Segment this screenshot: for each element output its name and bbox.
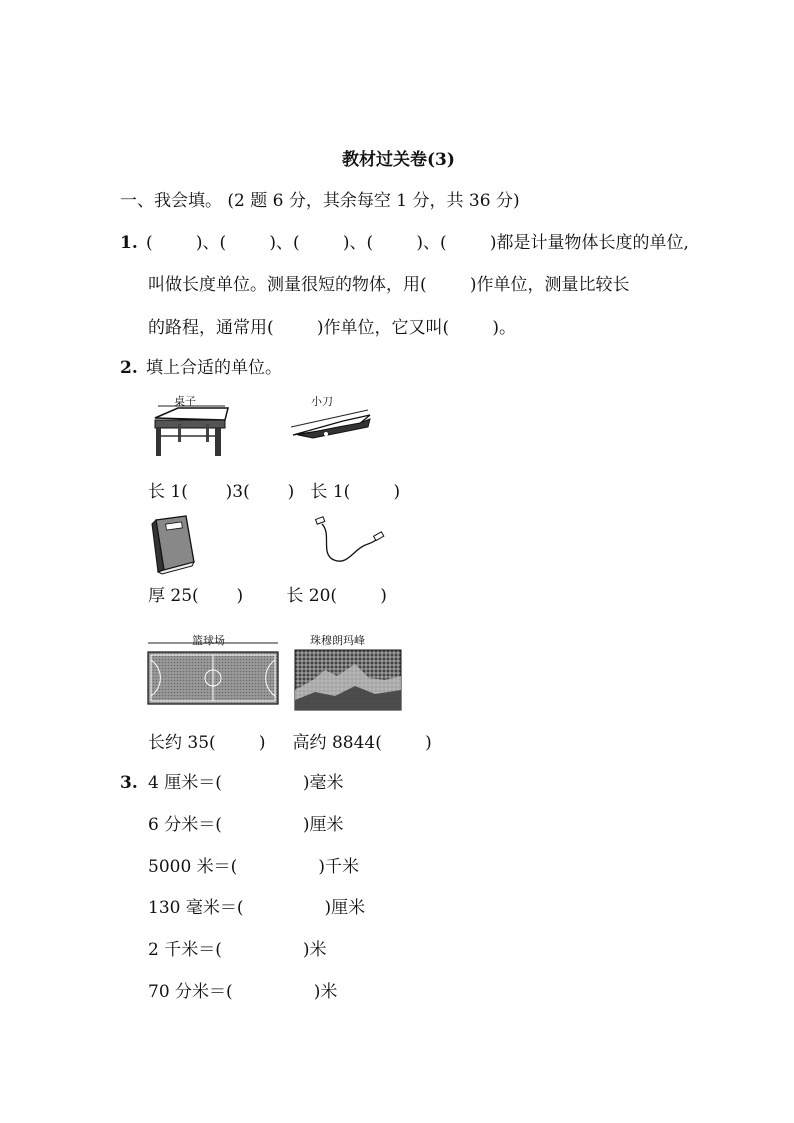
jump-rope-picture [312, 514, 384, 570]
q3-item: 70 分米＝( )米 [148, 982, 338, 1002]
q2-row3: 长约 35( ) 高约 8844( ) [148, 733, 432, 753]
q3-item: 2 千米＝( )米 [148, 940, 327, 960]
q3-number: 3. [120, 773, 138, 793]
q2-row1: 长 1( )3( ) 长 1( ) [148, 482, 401, 502]
q3-item: 4 厘米＝( )毫米 [148, 773, 344, 793]
q2-number: 2. [120, 358, 138, 378]
everest-picture [295, 650, 401, 710]
book-picture [148, 514, 198, 576]
q3-item: 130 毫米＝( )厘米 [148, 898, 366, 918]
knife-picture [288, 405, 378, 445]
caption-knife: 小刀 [311, 395, 333, 408]
q2-row2: 厚 25( ) 长 20( ) [148, 586, 387, 606]
section-heading: 一、我会填。 (2 题 6 分，其余每空 1 分，共 36 分) [120, 191, 520, 211]
basketball-court-picture [146, 640, 280, 705]
caption-table: 桌子 [174, 395, 196, 408]
q1-line2: 叫做长度单位。测量很短的物体，用( )作单位，测量比较长 [148, 275, 630, 295]
q1-line1: ( )、( )、( )、( )、( )都是计量物体长度的单位, [146, 233, 689, 253]
caption-court: 篮球场 [192, 634, 225, 647]
table-picture [150, 396, 230, 466]
q3-item: 6 分米＝( )厘米 [148, 815, 344, 835]
caption-everest: 珠穆朗玛峰 [310, 634, 365, 647]
q3-item: 5000 米＝( )千米 [148, 857, 359, 877]
q1-number: 1. [120, 233, 138, 253]
q2-text: 填上合适的单位。 [146, 358, 282, 378]
page-title: 教材过关卷(3) [342, 150, 455, 170]
q1-line3: 的路程，通常用( )作单位，它又叫( )。 [148, 318, 516, 338]
